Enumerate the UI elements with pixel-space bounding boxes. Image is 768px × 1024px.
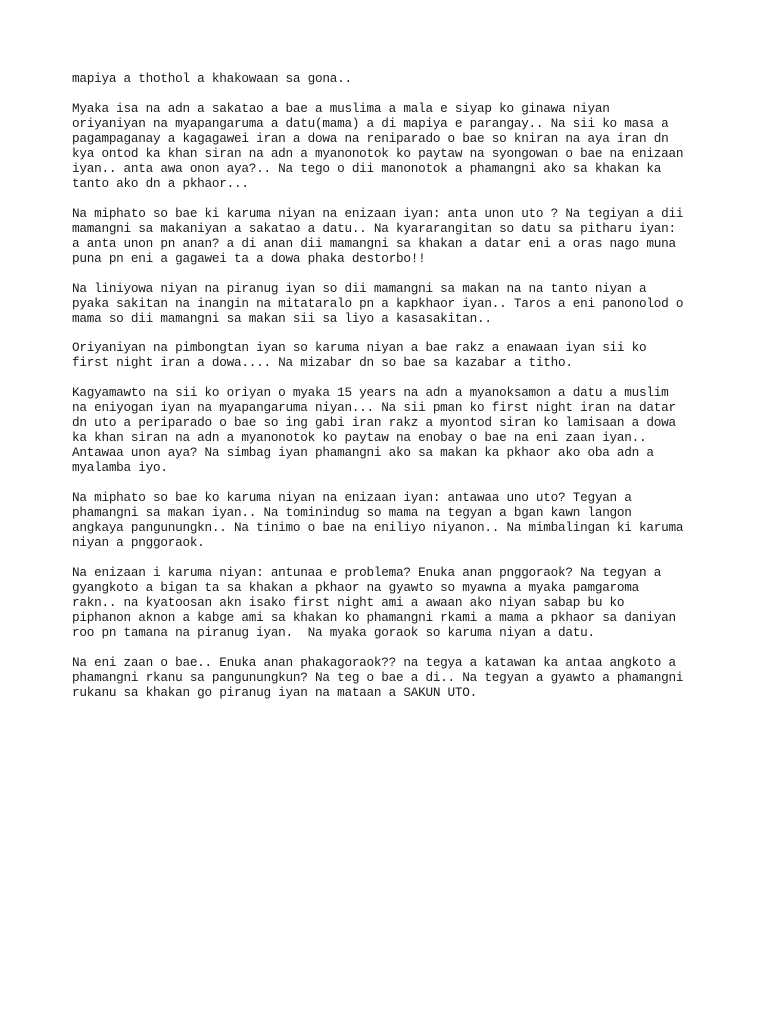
text-line: na eniyogan iyan na myapangaruma niyan... Na sii pman ko first night iran na datar xyxy=(72,400,676,416)
text-line: gyangkoto a bigan ta sa khakan a pkhaor na gyawto so myawna a myaka pamgaroma xyxy=(72,580,640,596)
text-line: rakn.. na kyatoosan akn isako first night ami a awaan ako niyan sabap bu ko xyxy=(72,595,625,611)
text-line: mama so dii mamangni sa makan sii sa liyo a kasasakitan.. xyxy=(72,310,492,326)
document-page xyxy=(72,71,712,715)
text-line: Kagyamawto na sii ko oriyan o myaka 15 years na adn a myanoksamon a datu a muslim xyxy=(72,385,669,400)
text-line: ka khan siran na adn a myanonotok ko paytaw na enobay o bae na eni zaan iyan.. xyxy=(72,430,647,446)
text-line: myalamba iyo. xyxy=(72,460,168,476)
paragraph xyxy=(72,565,712,640)
paragraph xyxy=(72,101,712,192)
text-line: dn uto a periparado o bae so ing gabi iran rakz a myontod siran ko lamisaan a dowa xyxy=(72,415,676,431)
text-line: mapiya a thothol a khakowaan sa gona.. xyxy=(72,71,352,86)
text-line: Na miphato so bae ko karuma niyan na enizaan iyan: antawaa uno uto? Tegyan a xyxy=(72,490,632,506)
text-line: angkaya pangunungkn.. Na tinimo o bae na eniliyo niyanon.. Na mimbalingan ki karuma xyxy=(72,520,684,536)
paragraph xyxy=(72,385,712,476)
text-line: kya ontod ka khan siran na adn a myanonotok ko paytaw na syongowan o bae na enizaan xyxy=(72,145,684,161)
text-line: phamangni sa makan iyan.. Na tominindug so mama na tegyan a bgan kawn langon xyxy=(72,505,632,521)
text-line: phamangni rkanu sa pangunungkun? Na teg o bae a di.. Na tegyan a gyawto a phamangni xyxy=(72,670,684,685)
text-line: iyan.. anta awa onon aya?.. Na tego o dii manonotok a phamangni ako sa khakan ka xyxy=(72,160,662,176)
text-line: roo pn tamana na piranug iyan. Na myaka goraok so karuma niyan a datu. xyxy=(72,625,595,641)
text-line: piphanon aknon a kabge ami sa khakan ko phamangni rkami a mama a pkhaor sa daniyan xyxy=(72,610,676,626)
text-line: Na enizaan i karuma niyan: antunaa e problema? Enuka anan pnggoraok? Na tegyan a xyxy=(72,564,662,580)
text-line: pyaka sakitan na inangin na mitataralo pn a kapkhaor iyan.. Taros a eni panonolod o xyxy=(72,295,684,311)
text-line: Antawaa unon aya? Na simbag iyan phamangni ako sa makan ka pkhaor ako oba adn a xyxy=(72,445,654,461)
paragraph xyxy=(72,655,712,700)
paragraph xyxy=(72,340,712,370)
paragraph xyxy=(72,206,712,266)
text-line: Na eni zaan o bae.. Enuka anan phakagoraok?? na tegya a katawan ka antaa angkoto a xyxy=(72,654,676,670)
text-line: Na liniyowa niyan na piranug iyan so dii mamangni sa makan na na tanto niyan a xyxy=(72,280,647,296)
paragraph xyxy=(72,490,712,550)
text-line: niyan a pnggoraok. xyxy=(72,535,205,551)
text-line: Na miphato so bae ki karuma niyan na enizaan iyan: anta unon uto ? Na tegiyan a dii xyxy=(72,205,684,221)
text-line: puna pn eni a gagawei ta a dowa phaka destorbo!! xyxy=(72,250,426,266)
paragraph xyxy=(72,281,712,326)
text-line: Oriyaniyan na pimbongtan iyan so karuma niyan a bae rakz a enawaan iyan sii ko xyxy=(72,340,647,356)
text-line: Myaka isa na adn a sakatao a bae a muslima a mala e siyap ko ginawa niyan xyxy=(72,100,610,116)
text-line: a anta unon pn anan? a di anan dii mamangni sa khakan a datar eni a oras nago muna xyxy=(72,235,676,251)
text-line: oriyaniyan na myapangaruma a datu(mama) a di mapiya e parangay.. Na sii ko masa a xyxy=(72,115,669,131)
text-line: mamangni sa makaniyan a sakatao a datu.. Na kyararangitan so datu sa pitharu iyan: xyxy=(72,220,676,236)
paragraph xyxy=(72,71,712,86)
text-line: tanto ako dn a pkhaor... xyxy=(72,176,249,192)
text-line: first night iran a dowa.... Na mizabar dn so bae sa kazabar a titho. xyxy=(72,355,573,371)
text-line: rukanu sa khakan go piranug iyan na mataan a SAKUN UTO. xyxy=(72,685,478,701)
text-line: pagampaganay a kagagawei iran a dowa na reniparado o bae so kniran na aya iran dn xyxy=(72,130,669,146)
